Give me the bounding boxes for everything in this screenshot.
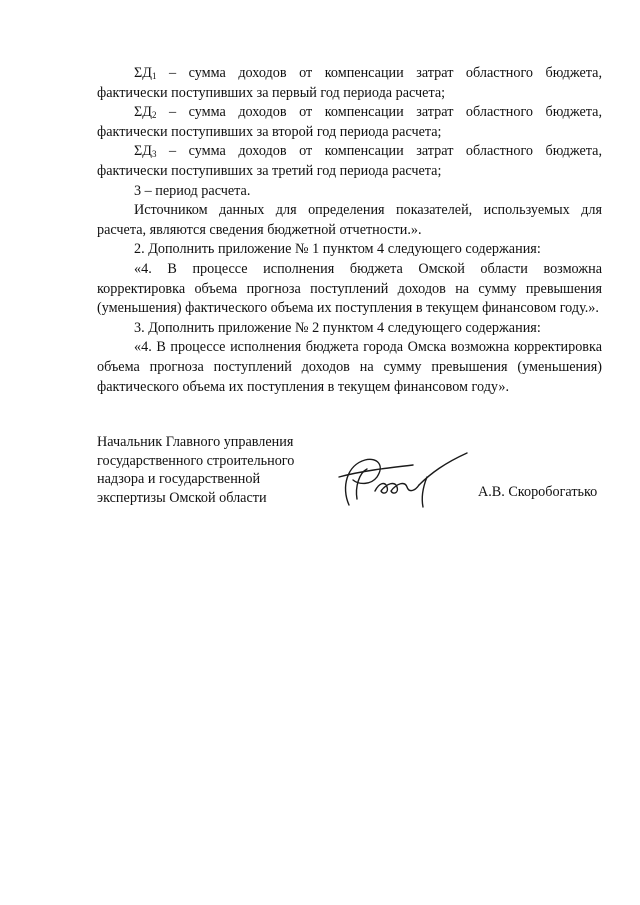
signatory-name: А.В. Скоробогатько bbox=[478, 484, 598, 500]
paragraph-sum-d2 bbox=[97, 103, 602, 142]
sum-symbol: ΣД bbox=[134, 65, 152, 81]
signatory-title-line: экспертизы Омской области bbox=[97, 489, 267, 506]
paragraph-item-2: 2. Дополнить приложение № 1 пунктом 4 следующего содержания: bbox=[134, 241, 541, 258]
paragraph-data-source: Источником данных для определения показателей, используемых для расчета, являются сведения бюджетной отчетности.». bbox=[97, 202, 602, 238]
paragraph-item-3: 3. Дополнить приложение № 2 пунктом 4 следующего содержания: bbox=[134, 319, 541, 336]
signatory-title-line: государственного строительного bbox=[97, 452, 295, 469]
paragraph-period: 3 – период расчета. bbox=[134, 182, 251, 199]
signatory-title-line: Начальник Главного управления bbox=[97, 434, 294, 450]
paragraph-item-2-quote: «4. В процессе исполнения бюджета Омской области возможна корректировка объема прогноза поступлений доходов на сумму превышения (уменьшения) фактического объема их поступления в текущем финансовом году.». bbox=[97, 260, 602, 317]
handwritten-signature bbox=[327, 447, 477, 517]
signatory-title bbox=[97, 433, 337, 507]
signatory-title-line: надзора и государственной bbox=[97, 471, 261, 488]
paragraph-text: – сумма доходов от компенсации затрат областного бюджета, фактически поступивших за первый год периода расчета; bbox=[97, 65, 602, 101]
sum-symbol: ΣД bbox=[134, 143, 152, 160]
sum-subscript: 3 bbox=[151, 149, 157, 160]
paragraph-sum-d3 bbox=[97, 142, 602, 181]
paragraph-text: – сумма доходов от компенсации затрат областного бюджета, фактически поступивших за второй год периода расчета; bbox=[97, 104, 602, 140]
paragraph-sum-d1 bbox=[97, 64, 602, 103]
paragraph-text: – сумма доходов от компенсации затрат областного бюджета, фактически поступивших за третий год периода расчета; bbox=[97, 143, 602, 179]
sum-symbol: ΣД bbox=[134, 104, 152, 121]
document-body bbox=[97, 64, 602, 397]
sum-subscript: 1 bbox=[151, 71, 157, 81]
paragraph-item-3-quote: «4. В процессе исполнения бюджета города Омска возможна корректировка объема прогноза поступлений доходов на сумму превышения (уменьшения) фактического объема их поступления в текущем финансовом году». bbox=[97, 339, 602, 395]
sum-subscript: 2 bbox=[151, 110, 157, 121]
